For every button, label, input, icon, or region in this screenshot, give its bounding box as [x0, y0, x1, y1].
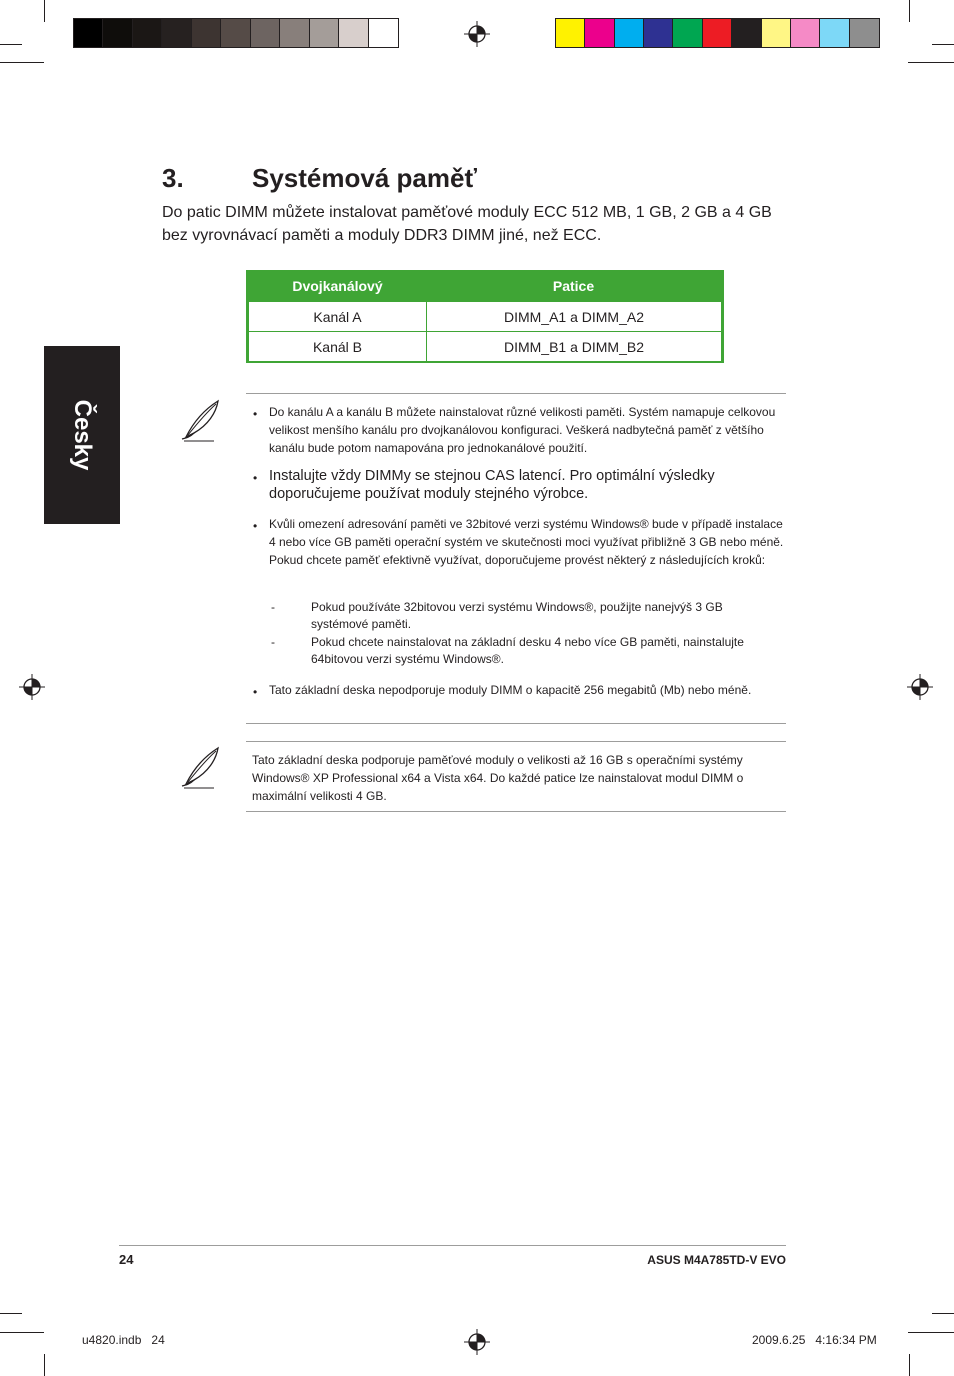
note-divider [246, 393, 786, 394]
color-swatch [673, 19, 702, 47]
channel-table [246, 270, 724, 363]
note-bullet-2: Instalujte vždy DIMMy se stejnou CAS latencí. Pro optimální výsledky doporučujeme používat moduly stejného výrobce. [269, 468, 715, 502]
note-feather-icon [178, 744, 224, 790]
crop-mark [0, 1313, 22, 1314]
registration-mark-icon [19, 674, 45, 700]
color-swatch [762, 19, 791, 47]
registration-mark-icon [907, 674, 933, 700]
color-swatch [103, 19, 132, 47]
note-sub-item-1: Pokud používáte 32bitovou verzi systému Windows®, použijte nanejvýš 3 GB systémové paměti. [311, 600, 723, 631]
crop-mark [908, 1332, 954, 1333]
color-swatch [74, 19, 103, 47]
note-divider [246, 741, 786, 742]
bullet-icon: • [253, 519, 258, 533]
color-swatch [369, 19, 398, 47]
section-title-text: Systémová paměť [252, 163, 477, 193]
page-number: 24 [119, 1252, 134, 1267]
side-tab-label: Česky [69, 399, 96, 471]
note-bullet-1: Do kanálu A a kanálu B můžete nainstalovat různé velikosti paměti. Systém namapuje celkovou velikost menšího kanálu pro dvojkanálovou konfiguraci. Veškerá nadbytečná paměť z většího kanálu bude potom namapována pro jednokanálové použití. [269, 405, 776, 455]
color-swatch [221, 19, 250, 47]
registration-mark-icon [464, 21, 490, 47]
crop-mark [0, 1332, 44, 1333]
table-row [249, 331, 721, 361]
table-cell: DIMM_B1 a DIMM_B2 [503, 338, 645, 355]
color-swatch [615, 19, 644, 47]
grayscale-calibration-bar [73, 18, 399, 48]
table-cell: Kanál B [249, 332, 427, 361]
table-cell: DIMM_A1 a DIMM_A2 [503, 308, 645, 325]
bullet-icon: • [253, 471, 258, 485]
language-side-tab [44, 346, 120, 524]
crop-mark [909, 0, 910, 22]
crop-mark [932, 44, 954, 45]
footer-divider [119, 1245, 786, 1246]
crop-mark [0, 44, 22, 45]
registration-mark-icon [464, 1329, 490, 1355]
section-title [162, 163, 477, 194]
color-swatch [556, 19, 585, 47]
note-bullet-4: Tato základní deska nepodporuje moduly DIMM o kapacitě 256 megabitů (Mb) nebo méně. [269, 683, 752, 697]
intro-paragraph: Do patic DIMM můžete instalovat paměťové moduly ECC 512 MB, 1 GB, 2 GB a 4 GB bez vyrovnávací paměti a moduly DDR3 DIMM jiné, než ECC. [162, 204, 772, 244]
color-swatch [339, 19, 368, 47]
color-swatch [644, 19, 673, 47]
section-number: 3. [162, 163, 184, 193]
color-swatch [251, 19, 280, 47]
note-divider [246, 723, 786, 724]
color-swatch [310, 19, 339, 47]
table-header [249, 270, 721, 302]
color-swatch [850, 19, 879, 47]
bullet-icon: • [253, 407, 258, 421]
header-cell: Dvojkanálový [292, 278, 383, 294]
crop-mark [932, 1313, 954, 1314]
color-swatch [703, 19, 732, 47]
header-cell: Patice [552, 278, 595, 294]
color-swatch [133, 19, 162, 47]
bullet-icon: • [253, 685, 258, 699]
crop-mark [909, 1354, 910, 1376]
crop-mark [908, 62, 954, 63]
color-swatch [732, 19, 761, 47]
product-model: ASUS M4A785TD-V EVO [647, 1253, 786, 1267]
color-calibration-bar [555, 18, 880, 48]
color-swatch [280, 19, 309, 47]
color-swatch [820, 19, 849, 47]
dash-icon: - [271, 635, 275, 649]
note-divider [246, 811, 786, 812]
note-sub-item-2: Pokud chcete nainstalovat na základní desku 4 nebo více GB paměti, nainstalujte 64bitovou verzi systému Windows®. [311, 635, 744, 666]
crop-mark [44, 1354, 45, 1376]
table-row [249, 302, 721, 331]
table-cell: Kanál A [249, 302, 427, 331]
slug-timestamp: 2009.6.25 4:16:34 PM [752, 1333, 877, 1347]
note-feather-icon [178, 397, 224, 443]
color-swatch [162, 19, 191, 47]
color-swatch [192, 19, 221, 47]
note-2-text: Tato základní deska podporuje paměťové moduly o velikosti až 16 GB s operačními systémy Windows® XP Professional x64 a Vista x64. Do každé patice lze nainstalovat modul DIMM o maximální velikosti 4 GB. [252, 753, 744, 803]
color-swatch [791, 19, 820, 47]
crop-mark [0, 62, 44, 63]
dash-icon: - [271, 600, 275, 614]
crop-mark [44, 0, 45, 22]
note-bullet-3: Kvůli omezení adresování paměti ve 32bitové verzi systému Windows® bude v případě instalace 4 nebo více GB paměti operační systém ve skutečnosti moci využívat přibližně 3 GB nebo méně. Pokud chcete paměť efektivně využívat, doporučujeme provést některý z následujících kroků: [269, 517, 784, 567]
slug-file: u4820.indb 24 [82, 1333, 165, 1347]
color-swatch [585, 19, 614, 47]
